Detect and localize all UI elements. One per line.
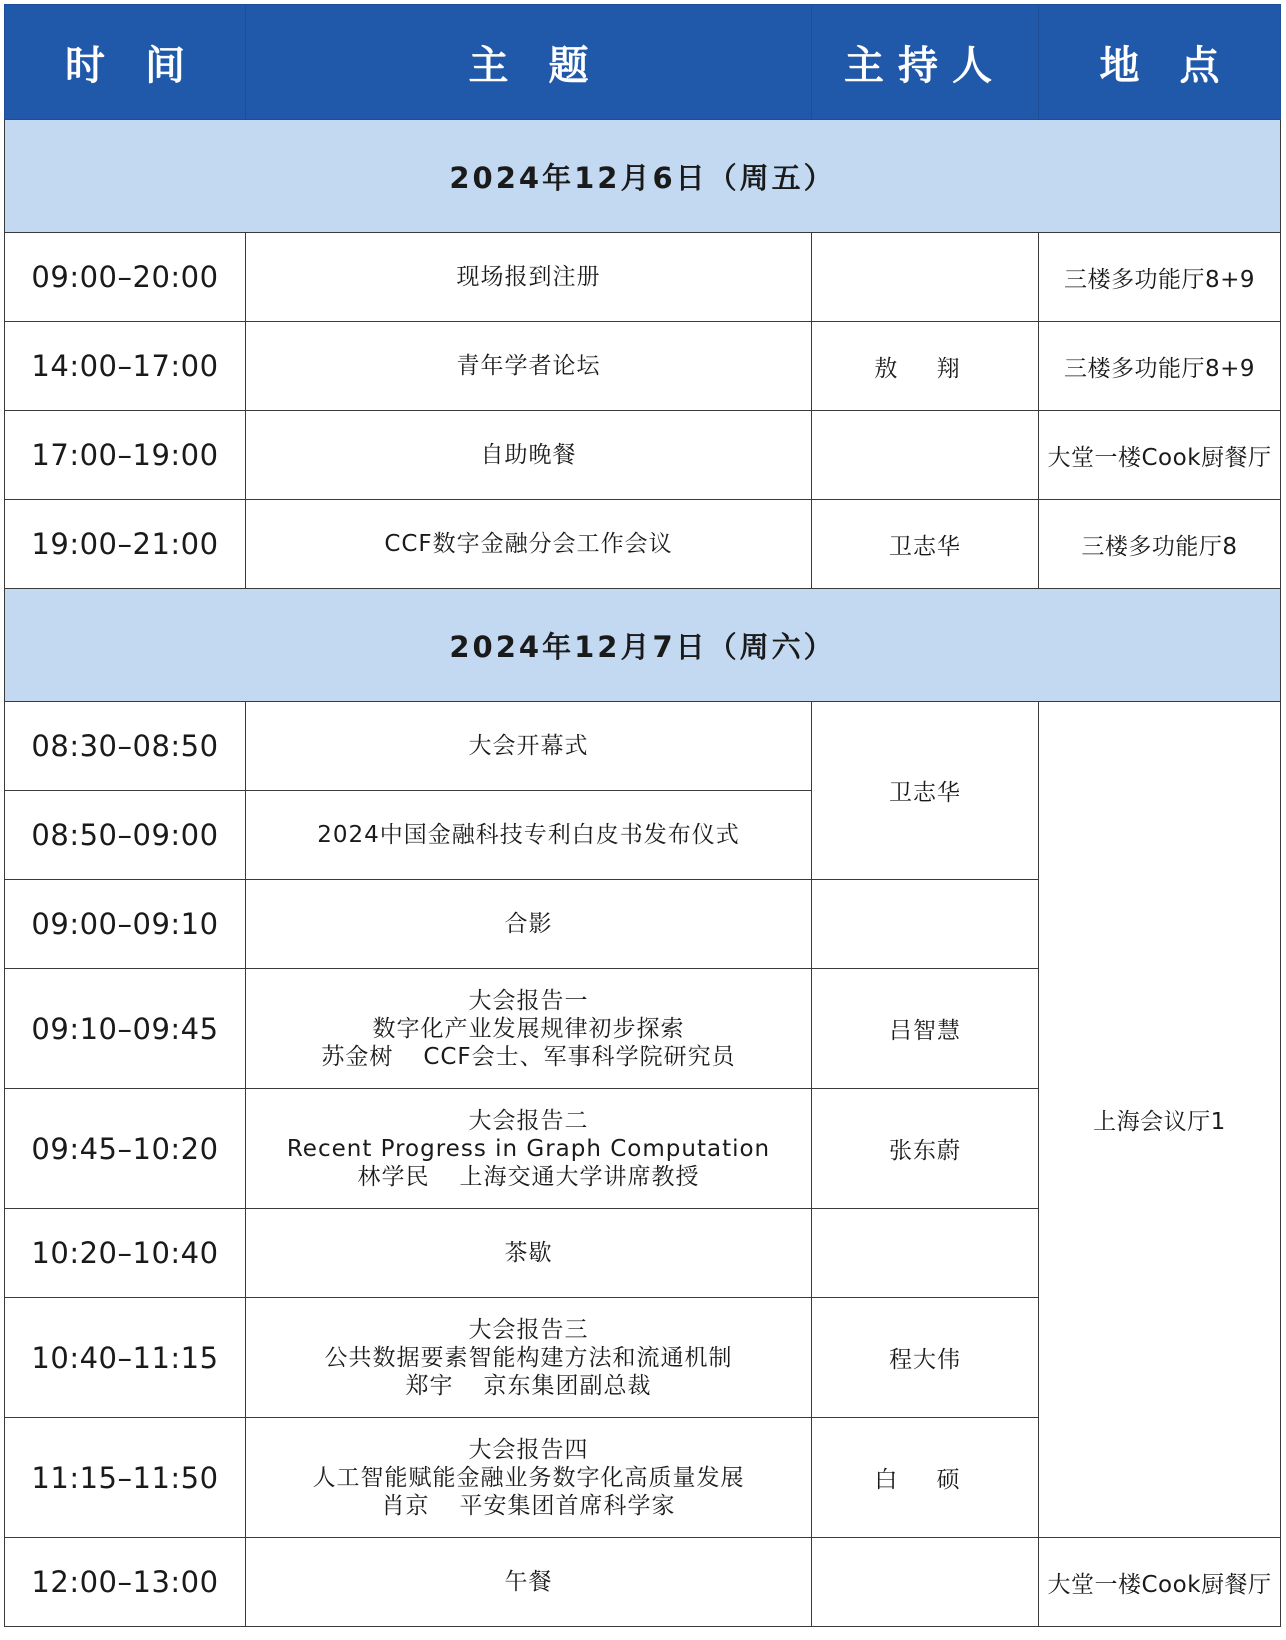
host-cell [812,880,1039,969]
header-host: 主持人 [812,5,1039,120]
table-row [5,1538,1281,1627]
agenda-table [4,4,1281,1627]
speaker-title: 平安集团首席科学家 [459,1492,676,1519]
place-cell: 三楼多功能厅8+9 [1039,322,1281,411]
topic-cell: 2024中国金融科技专利白皮书发布仪式 [246,791,812,880]
topic-cell: 茶歇 [246,1209,812,1298]
report-title: 大会报告一 [468,987,589,1014]
host-cell [812,233,1039,322]
host-cell: 张东蔚 [812,1089,1039,1209]
date-row-day1 [5,120,1281,233]
report-subject: Recent Progress in Graph Computation [286,1135,771,1162]
host-cell [812,1209,1039,1298]
host-cell: 程大伟 [812,1298,1039,1418]
place-cell-merged: 上海会议厅1 [1039,702,1281,1538]
table-row [5,702,1281,791]
host-cell: 卫志华 [812,500,1039,589]
time-cell: 10:20–10:40 [5,1209,246,1298]
speaker-title: 京东集团副总裁 [483,1372,652,1399]
table-row [5,411,1281,500]
report-speaker [246,1043,811,1071]
time-cell: 09:00–09:10 [5,880,246,969]
topic-cell [246,1418,812,1538]
host-cell: 敖 翔 [812,322,1039,411]
place-cell: 大堂一楼Cook厨餐厅 [1039,1538,1281,1627]
host-cell: 吕智慧 [812,969,1039,1089]
report-subject: 公共数据要素智能构建方法和流通机制 [324,1344,733,1371]
topic-cell: 大会开幕式 [246,702,812,791]
speaker-name: 郑宇 [405,1372,454,1399]
time-cell: 08:50–09:00 [5,791,246,880]
report-title: 大会报告三 [468,1316,589,1343]
speaker-name: 肖京 [381,1492,430,1519]
header-row [5,5,1281,120]
speaker-title: 上海交通大学讲席教授 [459,1163,700,1190]
header-topic: 主 题 [246,5,812,120]
place-cell: 三楼多功能厅8 [1039,500,1281,589]
date-row-day2 [5,589,1281,702]
time-cell: 11:15–11:50 [5,1418,246,1538]
time-cell: 09:00–20:00 [5,233,246,322]
host-cell [812,1538,1039,1627]
speaker-title: CCF会士、军事科学院研究员 [423,1043,736,1070]
host-cell-merged: 卫志华 [812,702,1039,880]
time-cell: 14:00–17:00 [5,322,246,411]
report-subject: 人工智能赋能金融业务数字化高质量发展 [312,1464,745,1491]
topic-cell: 午餐 [246,1538,812,1627]
report-title: 大会报告二 [468,1107,589,1134]
time-cell: 12:00–13:00 [5,1538,246,1627]
header-place: 地 点 [1039,5,1281,120]
host-cell [812,411,1039,500]
topic-cell: CCF数字金融分会工作会议 [246,500,812,589]
time-cell: 10:40–11:15 [5,1298,246,1418]
table-row [5,322,1281,411]
time-cell: 09:45–10:20 [5,1089,246,1209]
time-cell: 19:00–21:00 [5,500,246,589]
speaker-name: 林学民 [357,1163,430,1190]
agenda-table-container [4,4,1280,1627]
date-label: 2024年12月7日（周六） [5,589,1281,702]
place-cell: 三楼多功能厅8+9 [1039,233,1281,322]
topic-cell: 合影 [246,880,812,969]
time-cell: 17:00–19:00 [5,411,246,500]
topic-cell: 自助晚餐 [246,411,812,500]
speaker-name: 苏金树 [321,1043,394,1070]
report-title: 大会报告四 [468,1436,589,1463]
header-time: 时 间 [5,5,246,120]
report-speaker [246,1163,811,1191]
report-speaker [246,1372,811,1400]
time-cell: 09:10–09:45 [5,969,246,1089]
report-speaker [246,1492,811,1520]
topic-cell [246,1089,812,1209]
table-row [5,500,1281,589]
report-subject: 数字化产业发展规律初步探索 [372,1015,685,1042]
table-row [5,233,1281,322]
topic-cell: 青年学者论坛 [246,322,812,411]
topic-cell [246,969,812,1089]
place-cell: 大堂一楼Cook厨餐厅 [1039,411,1281,500]
topic-cell [246,1298,812,1418]
time-cell: 08:30–08:50 [5,702,246,791]
host-cell: 白 硕 [812,1418,1039,1538]
topic-cell: 现场报到注册 [246,233,812,322]
date-label: 2024年12月6日（周五） [5,120,1281,233]
